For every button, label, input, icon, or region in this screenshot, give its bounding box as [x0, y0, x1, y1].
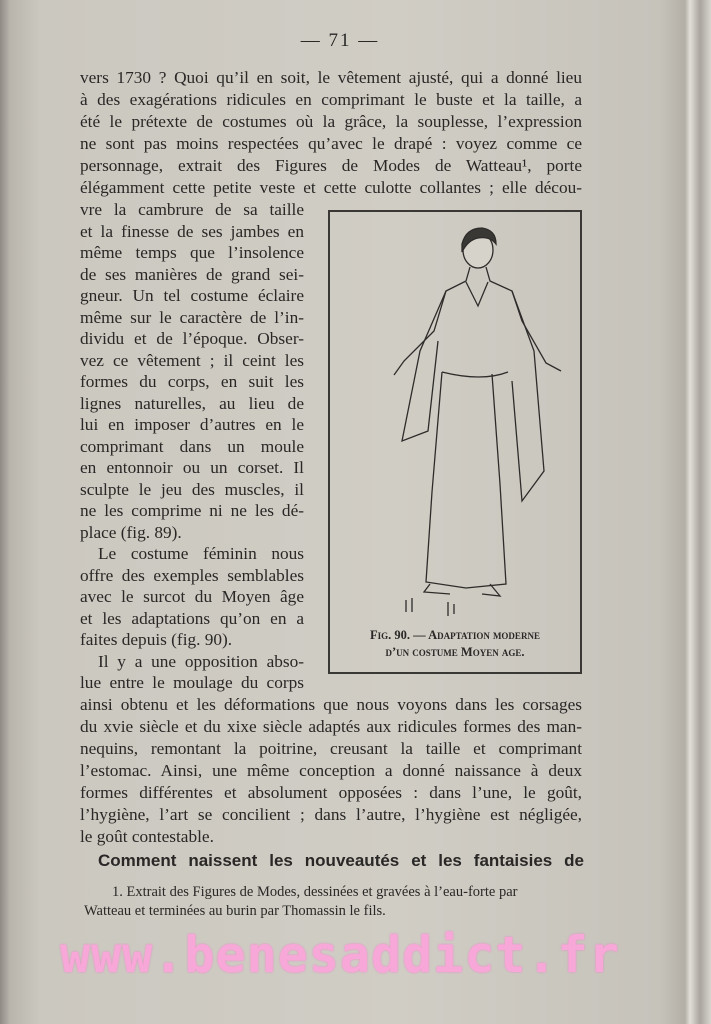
text-line: l’estomac. Ainsi, une même conception a donné naissance à deux — [80, 761, 582, 780]
text-line: vez ce vêtement ; il ceint les — [80, 350, 304, 370]
caption-line: Fig. 90. — Adaptation moderne — [370, 628, 540, 642]
text-line: du xvie siècle et du xixe siècle adaptés aux ridicules formes des man- — [80, 717, 582, 736]
figure-caption — [330, 627, 580, 661]
text-line: en entonnoir ou un corset. Il — [80, 458, 304, 477]
text-line: le goût contestable. — [80, 827, 214, 846]
text-line: vre la cambrure de sa taille — [80, 200, 304, 219]
text-line: offre des exemples semblables — [80, 565, 304, 585]
text-line: et les adaptations qu’on en a — [80, 608, 304, 628]
text-line: ne les comprime ni ne les dé- — [80, 501, 304, 520]
text-line: gneur. Un tel costume éclaire — [80, 286, 304, 305]
text-line: l’hygiène, l’art se concilient ; dans l’autre, l’hygiène est négligée, — [80, 805, 582, 824]
text-line: personnage, extrait des Figures de Modes de Watteau¹, porte — [80, 156, 582, 175]
text-line: même temps que l’insolence — [80, 243, 304, 262]
text-line: de ses manières de grand sei- — [80, 264, 304, 284]
figure-illustration — [330, 212, 580, 672]
text-line: ainsi obtenu et les déformations que nous voyons dans les corsages — [80, 695, 582, 714]
text-line: lui en imposer d’autres en le — [80, 415, 304, 434]
page-number: — 71 — — [300, 30, 380, 51]
text-line: à des exagérations ridicules en comprimant le buste et la taille, a — [80, 90, 582, 109]
caption-line: d’un costume Moyen age. — [385, 645, 525, 659]
text-line: même sur le caractère de l’in- — [80, 307, 304, 327]
footnote-line: 1. Extrait des Figures de Modes, dessinées et gravées à l’eau-forte par — [112, 884, 518, 900]
text-line: comprimant dans un moule — [80, 436, 304, 456]
text-line: élégamment cette petite veste et cette culotte collantes ; elle décou- — [80, 178, 582, 197]
text-line: Il y a une opposition abso- — [98, 651, 304, 671]
watermark: www.benesaddict.fr — [60, 926, 620, 984]
text-line: formes du corps, en suit les — [80, 372, 304, 391]
footnote-line: Watteau et terminées au burin par Thomassin le fils. — [84, 903, 386, 919]
text-line: lue entre le moulage du corps — [80, 673, 304, 692]
text-line: formes différentes et absolument opposées : dans l’une, le goût, — [80, 783, 582, 802]
text-line: faites depuis (fig. 90). — [80, 630, 233, 649]
text-line: été le prétexte de costumes où la grâce, la souplesse, l’expression — [80, 112, 582, 131]
text-line: nequins, remontant la poitrine, creusant la taille et comprimant — [80, 739, 582, 758]
text-line: avec le surcot du Moyen âge — [80, 587, 304, 606]
text-line: lignes naturelles, au lieu de — [80, 393, 304, 413]
text-line: dividu et de l’époque. Obser- — [80, 329, 304, 348]
text-line: sculpte le jeu des muscles, il — [80, 479, 304, 499]
text-line: Le costume féminin nous — [98, 544, 304, 563]
text-line: place (fig. 89). — [80, 522, 182, 542]
section-heading: Comment naissent les nouveautés et les fantaisies de — [98, 851, 584, 870]
figure-90 — [328, 210, 582, 674]
text-line: et la finesse de ses jambes en — [80, 221, 304, 241]
text-line: vers 1730 ? Quoi qu’il en soit, le vêtement ajusté, qui a donné lieu — [80, 68, 582, 87]
text-line: ne sont pas moins respectées qu’avec le drapé : voyez comme ce — [80, 134, 582, 153]
